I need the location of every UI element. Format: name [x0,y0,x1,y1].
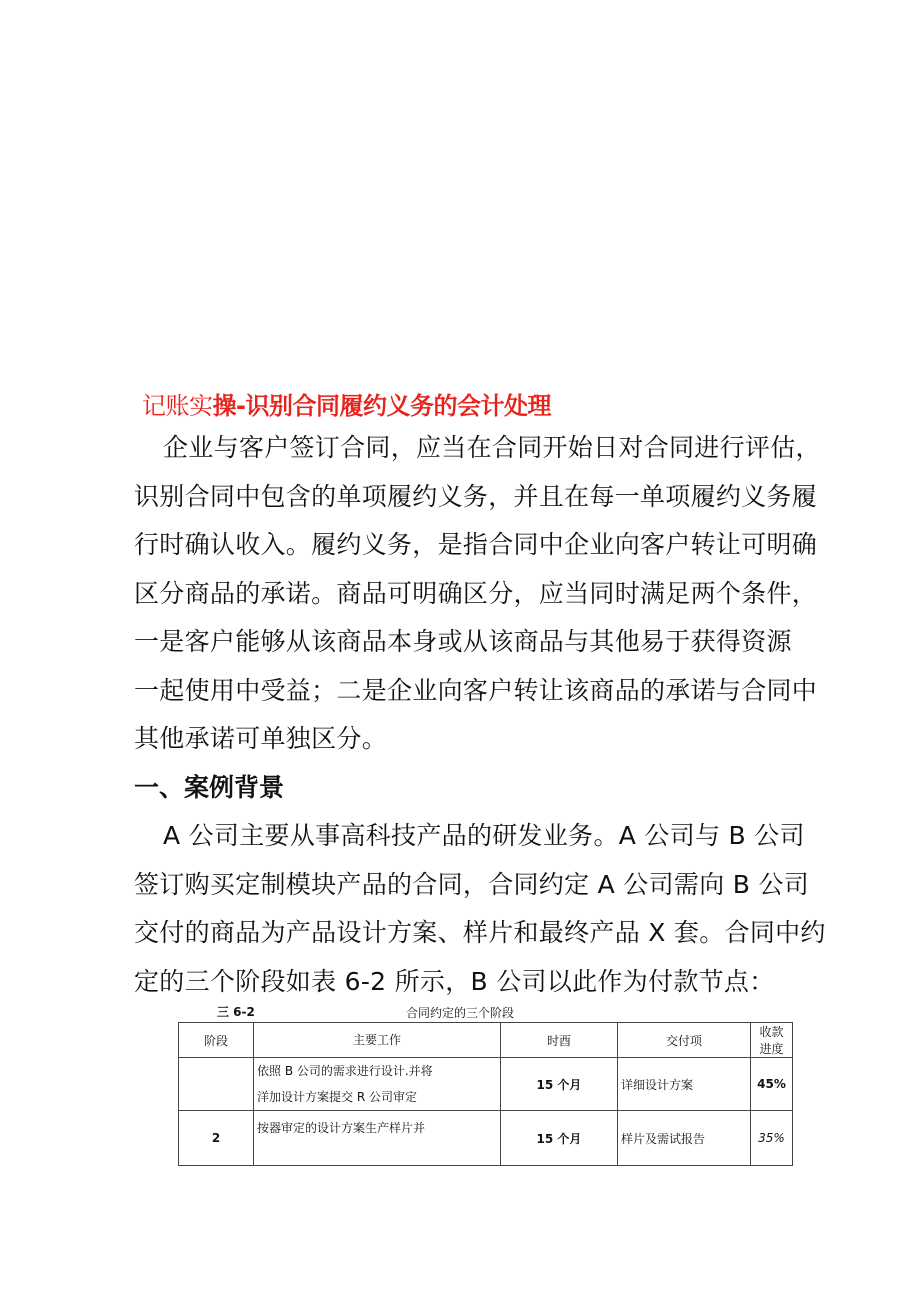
header-work: 主要工作 [254,1023,501,1058]
header-deliverable: 交付项 [618,1023,751,1058]
table-row [179,1058,793,1111]
intro-line: 区分商品的承诺。商品可明确区分，应当同时满足两个条件， [134,578,818,608]
header-time: 时酉 [501,1023,618,1058]
cell-time: 15 个月 [501,1058,618,1111]
intro-line: 识别合同中包含的单项履约义务，并且在每一单项履约义务履 [134,481,818,511]
cell-deliverable: 详细设计方案 [618,1058,751,1111]
header-stage: 阶段 [179,1023,254,1058]
cell-progress: 45% [751,1058,793,1111]
cell-work [254,1058,501,1111]
cell-work-line: 洋加设计方案提交 R 公司审定 [257,1090,417,1104]
case-line: A 公司主要从事高科技产品的研发业务。A 公司与 B 公司 [163,821,805,850]
intro-line: 行时确认收入。履约义务，是指合同中企业向客户转让可明确 [134,530,818,559]
case-line: 交付的商品为产品设计方案、样片和最终产品 X 套。合同中约 [134,918,826,947]
table-caption: 合同约定的三个阶段 [405,1006,514,1020]
intro-line: 一起使用中受益；二是企业向客户转让该商品的承诺与合同中 [134,675,818,705]
title-part-1: 记账实 [142,392,213,420]
case-line: 定的三个阶段如表 6-2 所示，B 公司以此作为付款节点： [134,966,775,996]
intro-paragraph [134,424,824,764]
cell-work-line: 按器审定的设计方案生产样片并 [257,1121,426,1135]
cell-work [254,1111,501,1166]
header-progress: 收款进度 [751,1023,793,1058]
cell-stage: 2 [179,1111,254,1166]
cell-work-line: 依照 B 公司的需求进行设计.并将 [257,1064,433,1078]
table-number: 三 6-2 [217,1005,255,1019]
cell-progress: 35% [751,1111,793,1166]
cell-stage [179,1058,254,1111]
case-line: 签订购买定制模块产品的合同，合同约定 A 公司需向 B 公司 [134,869,810,899]
document-title [142,386,551,421]
section-heading: 一、案例背景 [134,773,285,802]
case-paragraph [134,812,824,1006]
intro-line: 企业与客户签订合同，应当在合同开始日对合同进行评估， [163,433,821,462]
title-part-2: 操-识别合同履约义务的会计处理 [212,392,551,420]
cell-deliverable: 样片及需试报告 [618,1111,751,1166]
table-row [179,1111,793,1166]
table-header-row [179,1023,793,1058]
intro-line: 一是客户能够从该商品本身或从该商品与其他易于获得资源 [134,627,792,656]
stages-table [178,1022,793,1166]
cell-time: 15 个月 [501,1111,618,1166]
intro-line: 其他承诺可单独区分。 [134,724,388,753]
